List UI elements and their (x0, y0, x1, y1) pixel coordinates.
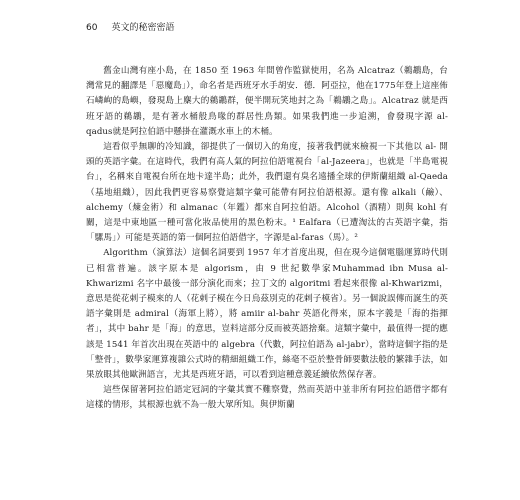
body-text (86, 64, 448, 414)
paragraph-al-prefix: 這看似乎無聊的冷知識，卻提供了一個切入的角度，接著我們就來檢視一下其他以 al- 開頭的英語字彙。在這時代，我們有高人氣的阿拉伯語電視台「al-Jazeera」，也就是「半島電視台」，名稱來自電視台所在地卡達半島；此外，我們還有臭名遠播全球的伊斯蘭組織 al-Qaeda（基地組織），因此我們更容易察覺這類字彙可能帶有阿拉伯語根源。還有像 alkali（鹼）、alchemy（煉金術）和 almanac（年鑑）都來自阿拉伯語。Alcohol（酒精）則與 kohl 有關，這是中東地區一種可當化妝品使用的黑色粉末。¹ Ealfara（已遭淘汰的古英語字彙，指「騾馬」）可能是英語的第一個阿拉伯語借字，字源是al-faras（馬）。² (86, 142, 448, 244)
paragraph-alcatraz: 舊金山灣有座小島，在 1850 至 1963 年間曾作監獄使用，名為 Alcatraz（鵜鶘島，台灣常見的翻譯是「惡魔島」），命名者是西班牙水手胡安．德．阿亞拉，他在1775年登上這座佈石嶙峋的島嶼，發現島上麇大的鵜鶘群，便半開玩笑地封之為「鵜鶘之島」。Alcatraz 就是西班牙語的鵜鶘，是有著水桶般鳥喙的群居性鳥類。如果我們進一步追溯，會發現字源 al-qadus就是阿拉伯語中懸掛在灌溉水車上的木桶。 (86, 66, 448, 137)
running-header (86, 20, 446, 42)
paragraph-algorithm: Algorithm（演算法）這個名詞要到 1957 年才首度出現，但在現今這個電腦運算時代則已相當普遍。該字原本是 algorism，由 9 世紀數學家Muhammad ibn Musa al-Khwarizmi 名字中最後一部分演化而來；拉丁文的 algoritmi 看起來很像 al-Khwarizmi，意思是從花剌子模來的人（花剌子模在今日烏茲別克的花剌子模省）。另一個說誤傳而誕生的英語字彙則是 admiral（海軍上將），將 amiir al-bahr 英語化得來，原本字義是「海的指揮者」，其中 bahr 是「海」的意思，豈料這部分反而被英語捨棄。這類字彙中，最值得一提的應該是 1541 年首次出現在英語中的 algebra（代數，阿拉伯語為 al-jabr），當時這個字指的是「整骨」，數學家運算複雜公式時的精細組織工作，絲毫不亞於整骨師要數法般的繁雜手法，如果放眼其他歐洲語言，尤其是西班牙語，可以看到這種意義延續依然保存著。 (86, 248, 448, 381)
paragraph-definite-article: 這些保留著阿拉伯語定冠詞的字彙其實不難察覺，然而英語中並非所有阿拉伯語借字都有這樣的情形，其根源也就不為一般大眾所知。與伊斯蘭 (86, 385, 448, 411)
book-title: 英文的秘密密語 (111, 23, 175, 33)
page-number: 60 (86, 23, 98, 33)
